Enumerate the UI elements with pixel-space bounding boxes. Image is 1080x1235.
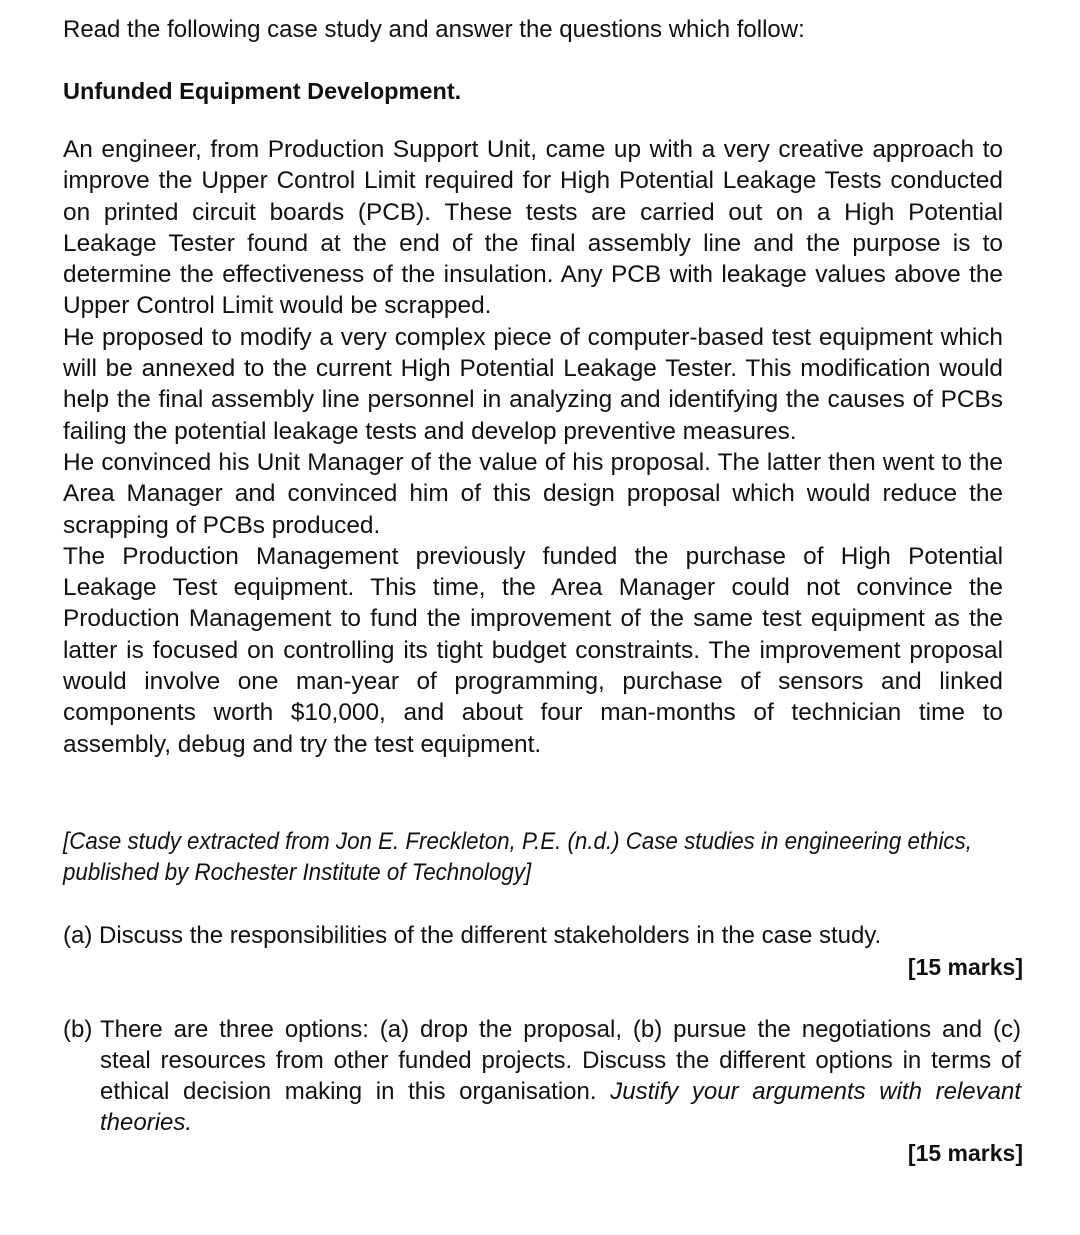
case-paragraph-1: An engineer, from Production Support Unit, came up with a very creative approach to improve the Upper Control Limit required for High Potential Leakage Tests conducted on printed circuit boards (PCB). These tests are carried out on a High Potential Leakage Tester found at the end of the final assembly line and the purpose is to determine the effectiveness of the insulation. Any PCB with leakage values above the Upper Control Limit would be scrapped. [63,136,1003,320]
instruction-text: Read the following case study and answer the questions which follow: [63,16,805,43]
question-a-label: (a) [63,922,93,949]
question-b-body [63,1014,1021,1138]
case-paragraph-4: The Production Management previously funded the purchase of High Potential Leakage Test equipment. This time, the Area Manager could not convince the Production Management to fund the improvement of the same test equipment as the latter is focused on controlling its tight budget constraints. The improvement proposal would involve one man-year of programming, purchase of sensors and linked components worth $10,000, and about four man-months of technician time to assembly, debug and try the test equipment. [63,542,1003,758]
question-b-marks: [15 marks] [907,1140,1023,1166]
case-paragraph-2: He proposed to modify a very complex piece of computer-based test equipment which will be annexed to the current High Potential Leakage Tester. This modification would help the final assembly line personnel in analyzing and identifying the causes of PCBs failing the potential leakage tests and develop preventive measures. [63,323,1003,445]
question-a-text: Discuss the responsibilities of the different stakeholders in the case study. [99,922,882,949]
case-title: Unfunded Equipment Development. [63,78,462,104]
question-a [63,920,881,951]
case-paragraph-3: He convinced his Unit Manager of the value of his proposal. The latter then went to the Area Manager and convinced him of this design proposal which would reduce the scrapping of PCBs produced. [63,448,1003,539]
question-b-text-italic: Justify your arguments with relevant theories. [100,1078,1022,1136]
case-study-body [63,134,1003,760]
question-a-marks: [15 marks] [907,954,1023,980]
question-b [63,1014,1021,1138]
citation: [Case study extracted from Jon E. Freckleton, P.E. (n.d.) Case studies in engineering ethics, published by Rochester Institute of Technology] [63,828,972,886]
question-b-text: There are three options: (a) drop the proposal, (b) pursue the negotiations and (c) steal resources from other funded projects. Discuss the different options in terms of ethical decision making in this organisation. [100,1016,1021,1105]
question-b-label: (b) [63,1016,93,1043]
